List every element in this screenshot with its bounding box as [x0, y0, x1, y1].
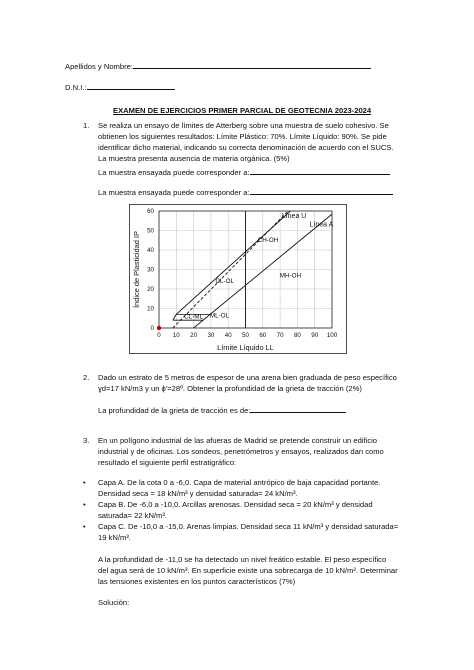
dni-row	[65, 82, 175, 93]
y-tick-label: 40	[147, 247, 154, 254]
origin-marker	[157, 326, 161, 330]
q3-para-line1: A la profundidad de -11,0 se ha detectado un nivel freático estable. El peso específico	[98, 555, 387, 564]
q2-line1: Dado un estrato de 5 metros de espesor de una arena bien graduada de peso específico	[98, 373, 397, 382]
layer-b-line2: saturada= 22 kN/m³.	[98, 511, 168, 520]
bullet-dot-1: •	[83, 478, 86, 487]
plasticity-chart	[129, 204, 347, 354]
q1-line4: La muestra presenta ausencia de materia orgánica. (5%)	[98, 154, 290, 163]
q2-line2: ɣd=17 kN/m3 y un ϕ'=28º. Obtener la profundidad de la grieta de tracción (2%)	[98, 384, 362, 393]
y-tick-label: 0	[150, 325, 154, 332]
x-tick-label: 100	[326, 332, 338, 339]
x-axis-title: Límite Líquido LL	[217, 343, 274, 352]
q2-answer-row	[98, 405, 346, 416]
q2-answer-label: La profundidad de la grieta de tracción es de:	[98, 406, 251, 415]
layer-c-line1: Capa C. De -10,0 a -15,0. Arenas limpias. Densidad seca 11 kN/m³ y densidad saturada=	[98, 522, 399, 531]
q1-line1: Se realiza un ensayo de límites de Atterberg sobre una muestra de suelo cohesivo. Se	[98, 121, 389, 130]
q1-answer-label-1: La muestra ensayada puede corresponder a:	[98, 168, 250, 177]
region-label: ML-OL	[209, 312, 230, 320]
q1-answer-row-2	[98, 187, 393, 198]
q3-number: 3.	[83, 436, 90, 445]
solution-label: Solución:	[98, 598, 130, 607]
y-axis-title: Índice de Plasticidad IP	[132, 231, 141, 308]
layer-b-line1: Capa B. De -6,0 a -10,0. Arcillas arenosas. Densidad seca = 20 kN/m³ y densidad	[98, 500, 373, 509]
x-tick-label: 40	[224, 332, 232, 339]
q3-line1: En un polígono industrial de las afueras de Madrid se pretende construir un edificio	[98, 436, 378, 445]
bullet-dot-3: •	[83, 522, 86, 531]
q3-para-line3: las tensiones existentes en los puntos característicos (7%)	[98, 577, 296, 586]
y-tick-label: 10	[147, 305, 154, 313]
region-label: MH-OH	[279, 272, 302, 280]
bullet-dot-2: •	[83, 500, 86, 509]
x-tick-label: 90	[311, 332, 319, 339]
region-label: CL-ML	[184, 313, 204, 321]
q2-number: 2.	[83, 373, 90, 382]
line-label: Línea A	[309, 221, 334, 229]
region-label: CL-OL	[215, 278, 235, 286]
q1-answer-blank-2[interactable]	[250, 187, 393, 195]
x-tick-label: 20	[190, 332, 198, 339]
x-tick-label: 0	[157, 332, 161, 339]
surname-label: Apellidos y Nombre:	[65, 62, 133, 71]
x-tick-label: 70	[276, 332, 284, 339]
q1-answer-row-1	[98, 167, 390, 178]
q3-line2: industrial y de oficinas. Los sondeos, penetrómetros y ensayos, realizados dan como	[98, 447, 384, 456]
layer-c-line2: 19 kN/m³.	[98, 533, 131, 542]
x-tick-label: 30	[207, 332, 215, 339]
layer-a-line2: Densidad seca = 18 kN/m³ y densidad saturada= 24 kN/m³.	[98, 489, 298, 498]
region-label: CH-OH	[257, 237, 279, 245]
x-tick-label: 80	[293, 332, 301, 339]
q1-answer-label-2: La muestra ensayada puede corresponder a:	[98, 188, 250, 197]
dni-blank[interactable]	[87, 82, 175, 90]
layer-a-line1: Capa A. De la cota 0 a -6,0. Capa de material antrópico de baja capacidad portante.	[98, 478, 381, 487]
surname-blank[interactable]	[133, 61, 371, 69]
y-tick-label: 60	[147, 208, 154, 215]
q1-line3: identificar dicho material, indicando su correcta denominación de acuerdo con el SUCS.	[98, 143, 394, 152]
surname-row	[65, 61, 371, 72]
dni-label: D.N.I.:	[65, 83, 87, 92]
q2-answer-blank[interactable]	[250, 405, 346, 413]
q1-answer-blank-1[interactable]	[250, 167, 390, 175]
exam-title: EXAMEN DE EJERCICIOS PRIMER PARCIAL DE GEOTECNIA 2023-2024	[113, 106, 372, 115]
y-tick-label: 50	[147, 227, 154, 235]
q3-line3: resultado el siguiente perfil estratigráfico:	[98, 458, 237, 467]
y-tick-label: 30	[147, 266, 154, 274]
x-tick-label: 60	[259, 332, 267, 339]
y-tick-label: 20	[147, 286, 154, 293]
line-label: Línea U	[281, 212, 307, 220]
q1-line2: obtienen los siguientes resultados: Límite Plástico: 70%. Límite Líquido: 90%. Se pide	[98, 132, 387, 141]
q1-number: 1.	[83, 121, 90, 130]
x-tick-label: 10	[172, 332, 180, 339]
x-tick-label: 50	[242, 332, 249, 339]
q3-para-line2: del agua será de 10 kN/m³. En superficie existe una sobrecarga de 10 kN/m². Determinar	[98, 566, 398, 575]
